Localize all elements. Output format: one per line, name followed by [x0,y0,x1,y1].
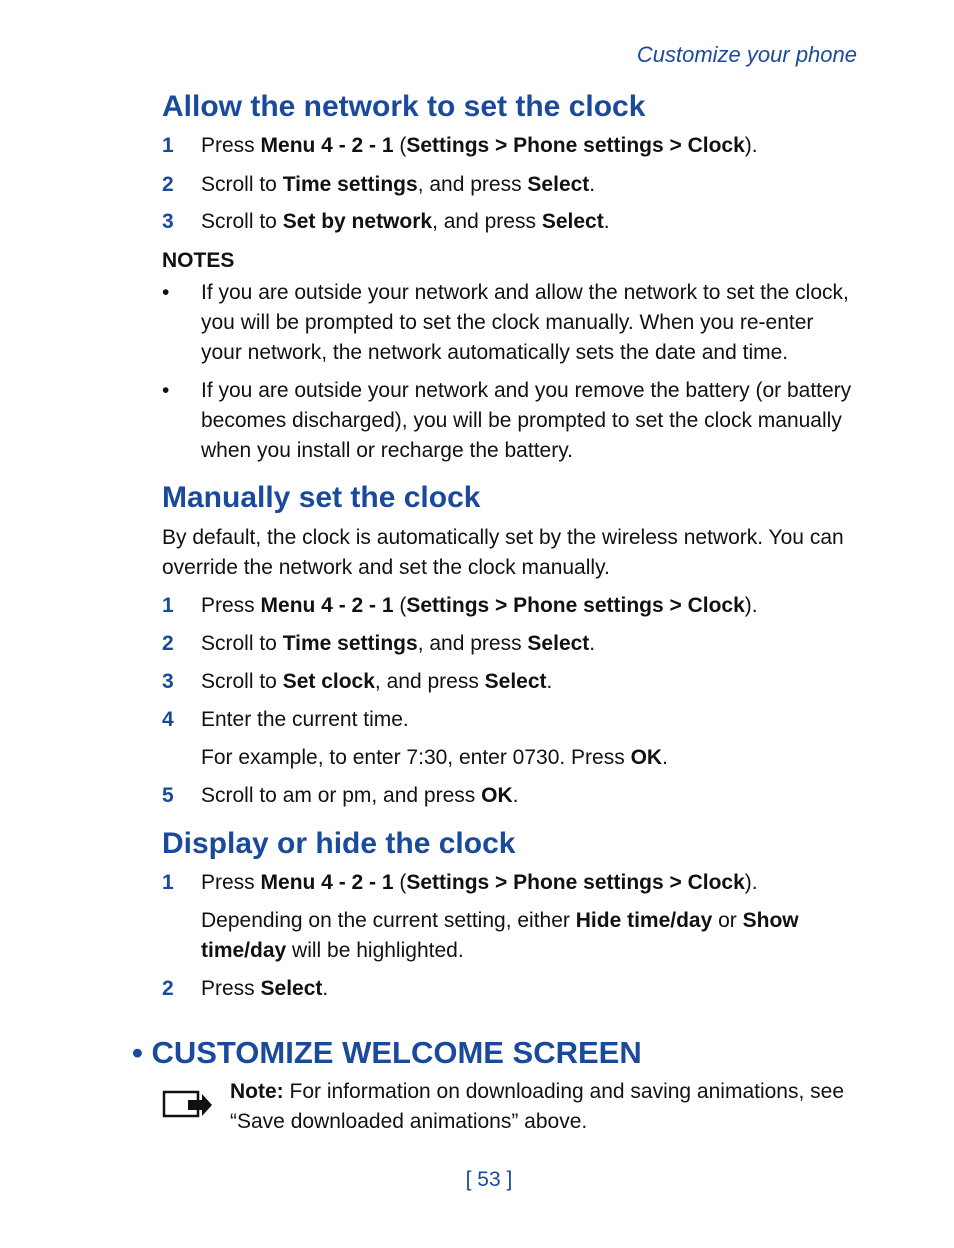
step-number: 3 [162,670,174,693]
step-number: 1 [162,594,174,617]
step-text: Scroll to Set clock, and press Select. [201,670,553,693]
step-number: 2 [162,632,174,655]
note-text: “Save downloaded animations” above. [230,1110,588,1133]
note-text: Note: For information on downloading and saving animations, see [230,1080,845,1103]
step-text: Scroll to am or pm, and press OK. [201,784,519,807]
step-number: 4 [162,708,174,731]
section-title-manual-clock: Manually set the clock [162,481,481,514]
step-text: Scroll to Set by network, and press Select. [201,210,610,233]
notes-label: NOTES [162,249,235,272]
step-text: Scroll to Time settings, and press Select. [201,632,596,655]
intro-line: override the network and set the clock manually. [162,556,610,579]
step-text: Press Menu 4 - 2 - 1 (Settings > Phone settings > Clock). [201,871,758,894]
step-text: Press Menu 4 - 2 - 1 (Settings > Phone settings > Clock). [201,134,758,157]
section-title-display-clock: Display or hide the clock [162,827,516,860]
intro-line: By default, the clock is automatically set by the wireless network. You can [162,526,844,549]
running-header: Customize your phone [636,42,857,67]
bullet: • [162,281,170,304]
section-title-network-clock: Allow the network to set the clock [162,90,646,123]
step-text: Enter the current time. [201,708,409,731]
step-detail: time/day will be highlighted. [201,939,464,962]
step-number: 1 [162,871,174,894]
step-number: 2 [162,173,174,196]
step-detail: Depending on the current setting, either Hide time/day or Show [201,909,799,932]
step-text: Press Select. [201,977,329,1000]
bullet: • [162,379,170,402]
note-line: becomes discharged), you will be prompted to set the clock manually [201,409,842,432]
note-line: If you are outside your network and you remove the battery (or battery [201,379,852,402]
step-text: Scroll to Time settings, and press Select. [201,173,596,196]
note-icon [162,1086,214,1125]
section-title-welcome-screen: • CUSTOMIZE WELCOME SCREEN [132,1035,642,1070]
step-number: 3 [162,210,174,233]
note-line: when you install or recharge the battery. [201,439,573,462]
note-line: you will be prompted to set the clock manually. When you re-enter [201,311,814,334]
step-number: 1 [162,134,174,157]
step-number: 2 [162,977,174,1000]
step-example: For example, to enter 7:30, enter 0730. Press OK. [201,746,668,769]
page-number: [ 53 ] [465,1168,513,1191]
note-line: If you are outside your network and allow the network to set the clock, [201,281,849,304]
step-text: Press Menu 4 - 2 - 1 (Settings > Phone settings > Clock). [201,594,758,617]
note-line: your network, the network automatically sets the date and time. [201,341,789,364]
step-number: 5 [162,784,174,807]
